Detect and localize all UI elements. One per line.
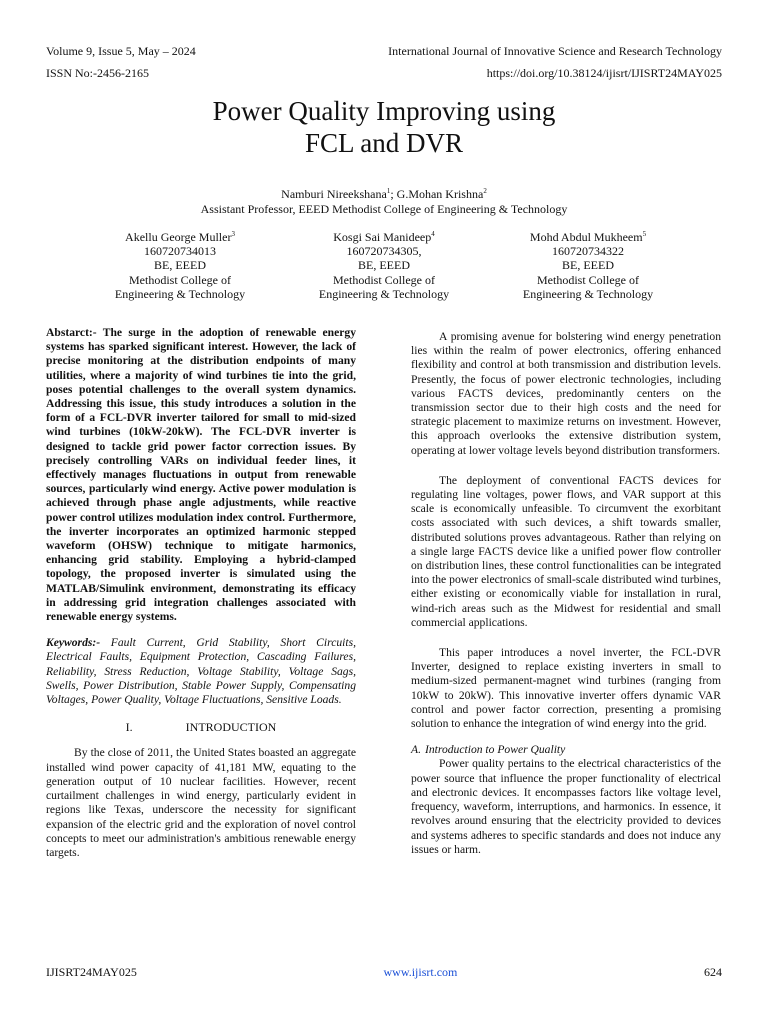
journal-name: International Journal of Innovative Science and Research Technology xyxy=(388,44,722,58)
co-author-college-2: Engineering & Technology xyxy=(318,286,450,301)
title-line-1: Power Quality Improving using xyxy=(212,96,556,126)
co-author-name-text: Akellu George Muller xyxy=(125,230,232,244)
author-name-2: ; G.Mohan Krishna xyxy=(390,187,484,201)
co-author-sup: 4 xyxy=(431,230,435,238)
co-author-dept: BE, EEED xyxy=(154,258,206,273)
section-title: INTRODUCTION xyxy=(185,720,277,735)
co-authors xyxy=(90,230,678,301)
co-author-sup: 3 xyxy=(231,230,235,238)
footer-paper-id: IJISRT24MAY025 xyxy=(46,965,137,979)
footer-website-link[interactable]: www.ijisrt.com xyxy=(383,965,458,979)
paper-title xyxy=(0,95,768,159)
issn: ISSN No:-2456-2165 xyxy=(46,66,150,80)
keywords-label: Keywords:- xyxy=(46,636,101,650)
co-author-college-2: Engineering & Technology xyxy=(114,286,246,301)
page-footer xyxy=(46,965,722,980)
co-author-id: 160720734322 xyxy=(552,244,624,259)
co-author-name-text: Mohd Abdul Mukheem xyxy=(529,230,643,244)
doi-link[interactable]: https://doi.org/10.38124/ijisrt/IJISRT24MAY025 xyxy=(486,66,722,80)
co-author-2 xyxy=(294,230,474,301)
co-author-college: Methodist College of xyxy=(129,272,231,287)
co-author-sup: 5 xyxy=(642,230,647,238)
primary-author-names xyxy=(0,187,768,202)
primary-authors xyxy=(0,187,768,217)
co-author-id: 160720734013 xyxy=(144,244,216,259)
co-author-college: Methodist College of xyxy=(537,272,639,287)
co-author-1 xyxy=(90,230,270,301)
subsection-title: Introduction to Power Quality xyxy=(425,743,566,757)
body-paragraph-2: The deployment of conventional FACTS devices for regulating line voltages, power flows, and VAR support at this scale is economically unfeasible. To circumvent the exorbitant costs associated with such devices, a shift towards smaller, distributed solutions proves advantageous. Rather than relying on a single large FACTS device like a unified power flow controller on distribution lines, these control functionalities can be integrated into the power electronics of small-scale distributed wind turbines, either existing or economically viable for installation in rural, wind-rich areas such as the Midwest for residential and small commercial applications. xyxy=(411,473,721,629)
primary-affiliation: Assistant Professor, EEED Methodist College of Engineering & Technology xyxy=(200,202,568,216)
co-author-dept: BE, EEED xyxy=(358,258,410,273)
keywords xyxy=(46,636,356,707)
co-author-college-2: Engineering & Technology xyxy=(522,286,654,301)
co-author-name xyxy=(294,230,474,244)
body-paragraph-3: This paper introduces a novel inverter, the FCL-DVR Inverter, designed to replace existing inverters in small to medium-sized permanent-magnet wind turbines (ranging from 10kW to 20kW). This innovative inverter offers dynamic VAR control and power factor correction, presenting a promising solution to enhance the integration of wind energy into the grid. xyxy=(411,646,721,731)
body-paragraph-1: A promising avenue for bolstering wind energy penetration lies within the realm of power electronics, offering enhanced flexibility and control at both transmission and distribution levels. Presently, the focus of power electronic technologies, including various FACTS devices, predominantly centers on the transmission sector due to their high costs and the need for strategic placement to maximize returns on investment. However, this approach overlooks the extensive distribution system, operating at lower voltage levels beyond distribution transformers. xyxy=(411,330,721,457)
co-author-name-text: Kosgi Sai Manideep xyxy=(333,230,432,244)
keywords-text: Fault Current, Grid Stability, Short Circuits, Electrical Faults, Equipment Protection, Cascading Failures, Reliability, Stress Reduction, Voltage Stability, Voltage Sags, Swells, Power Distribution, Stable Power Supply, Compensating Voltages, Power Quality, Voltage Fluctuations, Sensitive Loads. xyxy=(46,636,356,707)
co-author-dept: BE, EEED xyxy=(562,258,614,273)
co-author-id: 160720734305, xyxy=(346,244,422,259)
running-header-bottom xyxy=(46,66,722,81)
author-sup-2: 2 xyxy=(483,187,487,195)
subsection-heading xyxy=(411,743,721,757)
author-name-1: Namburi Nireekshana xyxy=(281,187,387,201)
section-heading xyxy=(46,720,356,734)
left-column xyxy=(46,326,356,860)
right-column xyxy=(411,330,721,857)
title-line-2: FCL and DVR xyxy=(304,128,463,158)
author-sup-1: 1 xyxy=(386,187,391,195)
intro-paragraph: By the close of 2011, the United States boasted an aggregate installed wind power capacity of 41,181 MW, equating to the generation output of 10 nuclear facilities. However, recent curtailment challenges in wind energy, particularly evident in regions like Texas, underscore the necessity for significant expansion of the electric grid and the exploration of novel control concepts to meet our administration's ambitious renewable energy targets. xyxy=(46,746,356,859)
volume-info: Volume 9, Issue 5, May – 2024 xyxy=(46,44,196,58)
co-author-college: Methodist College of xyxy=(333,272,435,287)
body-paragraph-4: Power quality pertains to the electrical characteristics of the power source that influence the proper functionality of electrical and electronic devices. It encompasses factors like voltage level, frequency, waveform, interruptions, and harmonics. In essence, it revolves around ensuring that the electricity provided to devices and systems adheres to specific standards and does not induce any issues or harm. xyxy=(411,757,721,856)
section-number: I. xyxy=(125,720,133,735)
co-author-name xyxy=(90,230,270,244)
running-header-top xyxy=(46,44,722,59)
co-author-3 xyxy=(498,230,678,301)
subsection-number: A. xyxy=(411,743,421,757)
abstract: Abstarct:- The surge in the adoption of renewable energy systems has sparked significant interest. However, the lack of precise monitoring at the distribution endpoints of many utilities, where a majority of wind turbines tie into the grid, poses potential challenges to the overall system dynamics. Addressing this issue, this study introduces a solution in the form of a FCL-DVR inverter tailored for small to mid-sized wind turbines (10kW-20kW). The FCL-DVR inverter is designed to tackle grid power factor correction issues. By precisely controlling VARs on individual feeder lines, it effectively manages fluctuations in output from renewable sources, particularly wind energy. Active power modulation is achieved through phase angle adjustments, while reactive power control utilizes modulation index control. Furthermore, the inverter incorporates an optimized harmonic stepped waveform (OHSW) technique to mitigate harmonics, enhancing grid stability. Employing a hybrid-clamped topology, the proposed inverter is simulated using the MATLAB/Simulink environment, demonstrating its efficacy in addressing grid integration challenges associated with renewable energy systems. xyxy=(46,326,356,624)
co-author-name xyxy=(498,230,678,244)
page-number: 624 xyxy=(704,965,722,979)
